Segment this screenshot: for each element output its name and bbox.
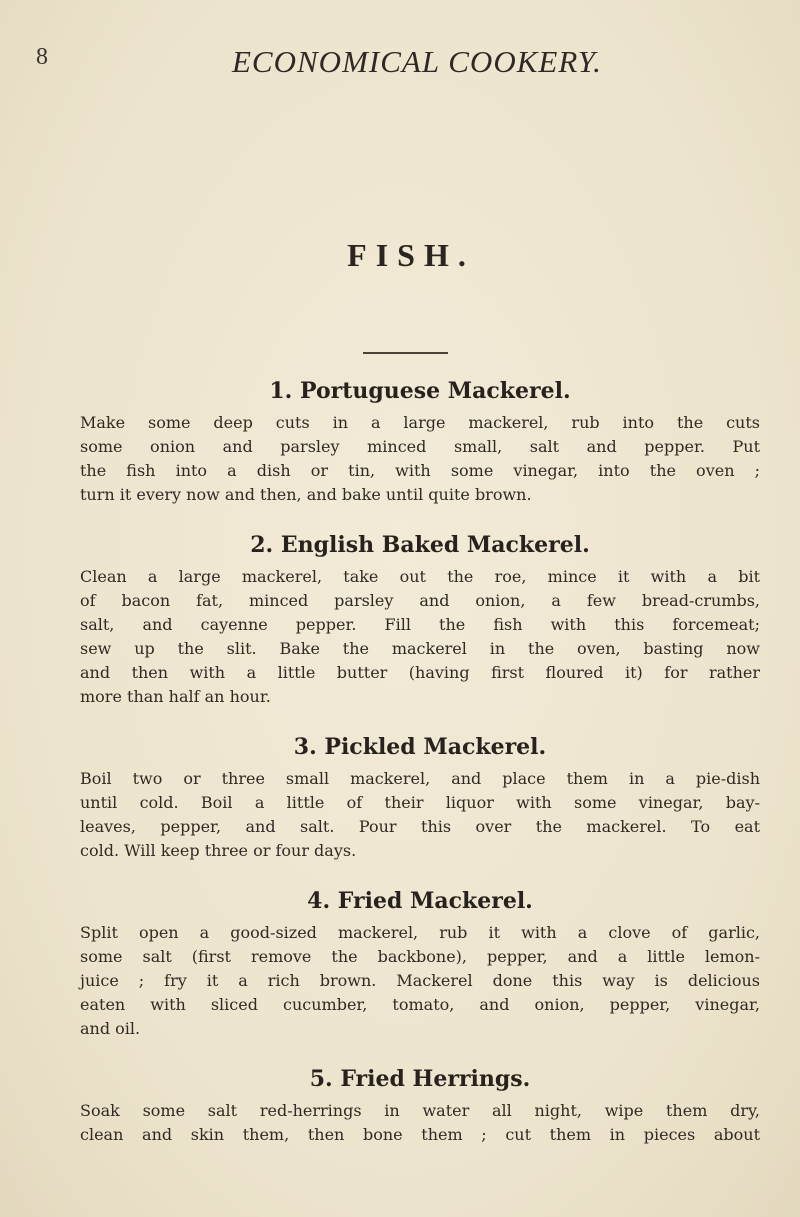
recipe-text: [80, 1099, 760, 1147]
book-title: ECONOMICAL COOKERY.: [232, 44, 602, 79]
recipe-text: [80, 411, 760, 507]
recipe-pickled-mackerel: [80, 731, 760, 863]
recipe-english-baked-mackerel: [80, 529, 760, 709]
text-line: more than half an hour.: [80, 687, 271, 706]
text-line: cold. Will keep three or four days.: [80, 841, 357, 860]
recipe-text: [80, 565, 760, 709]
recipe-fried-herrings: [80, 1063, 760, 1147]
text-line: salt, and cayenne pepper. Fill the fish with this forcemeat;: [80, 615, 760, 634]
recipe-title: 1. Portuguese Mackerel.: [269, 378, 571, 404]
recipe-text: [80, 921, 760, 1041]
recipe-portuguese-mackerel: [80, 375, 760, 507]
text-line: Split open a good-sized mackerel, rub it with a clove of garlic,: [80, 923, 760, 942]
recipe-text: [80, 767, 760, 863]
section-title: FISH.: [347, 237, 475, 273]
text-line: juice ; fry it a rich brown. Mackerel done this way is delicious: [80, 971, 760, 990]
recipe-list: [80, 375, 760, 1147]
text-line: some salt (first remove the backbone), pepper, and a little lemon-: [80, 947, 760, 966]
text-line: Clean a large mackerel, take out the roe, mince it with a bit: [80, 567, 760, 586]
text-line: of bacon fat, minced parsley and onion, a few bread-crumbs,: [80, 591, 760, 610]
text-line: and oil.: [80, 1019, 141, 1038]
recipe-fried-mackerel: [80, 885, 760, 1041]
text-line: some onion and parsley minced small, salt and pepper. Put: [80, 437, 760, 456]
text-line: and then with a little butter (having first floured it) for rather: [80, 663, 760, 682]
text-line: until cold. Boil a little of their liquor with some vinegar, bay-: [80, 793, 760, 812]
text-line: eaten with sliced cucumber, tomato, and onion, pepper, vinegar,: [80, 995, 760, 1014]
section-divider: [363, 352, 448, 354]
running-head: [0, 40, 800, 90]
text-line: sew up the slit. Bake the mackerel in the oven, basting now: [80, 639, 760, 658]
page-number: 8: [36, 44, 48, 70]
text-line: Soak some salt red-herrings in water all night, wipe them dry,: [80, 1101, 760, 1120]
text-line: the fish into a dish or tin, with some vinegar, into the oven ;: [80, 461, 760, 480]
recipe-title: 5. Fried Herrings.: [309, 1066, 531, 1092]
recipe-title: 2. English Baked Mackerel.: [250, 532, 590, 558]
recipe-title: 4. Fried Mackerel.: [307, 888, 533, 914]
text-line: leaves, pepper, and salt. Pour this over the mackerel. To eat: [80, 817, 760, 836]
text-line: Boil two or three small mackerel, and place them in a pie-dish: [80, 769, 760, 788]
recipe-title: 3. Pickled Mackerel.: [293, 734, 547, 760]
text-line: clean and skin them, then bone them ; cut them in pieces about: [80, 1125, 760, 1144]
text-line: turn it every now and then, and bake until quite brown.: [80, 485, 532, 504]
text-line: Make some deep cuts in a large mackerel, rub into the cuts: [80, 413, 760, 432]
